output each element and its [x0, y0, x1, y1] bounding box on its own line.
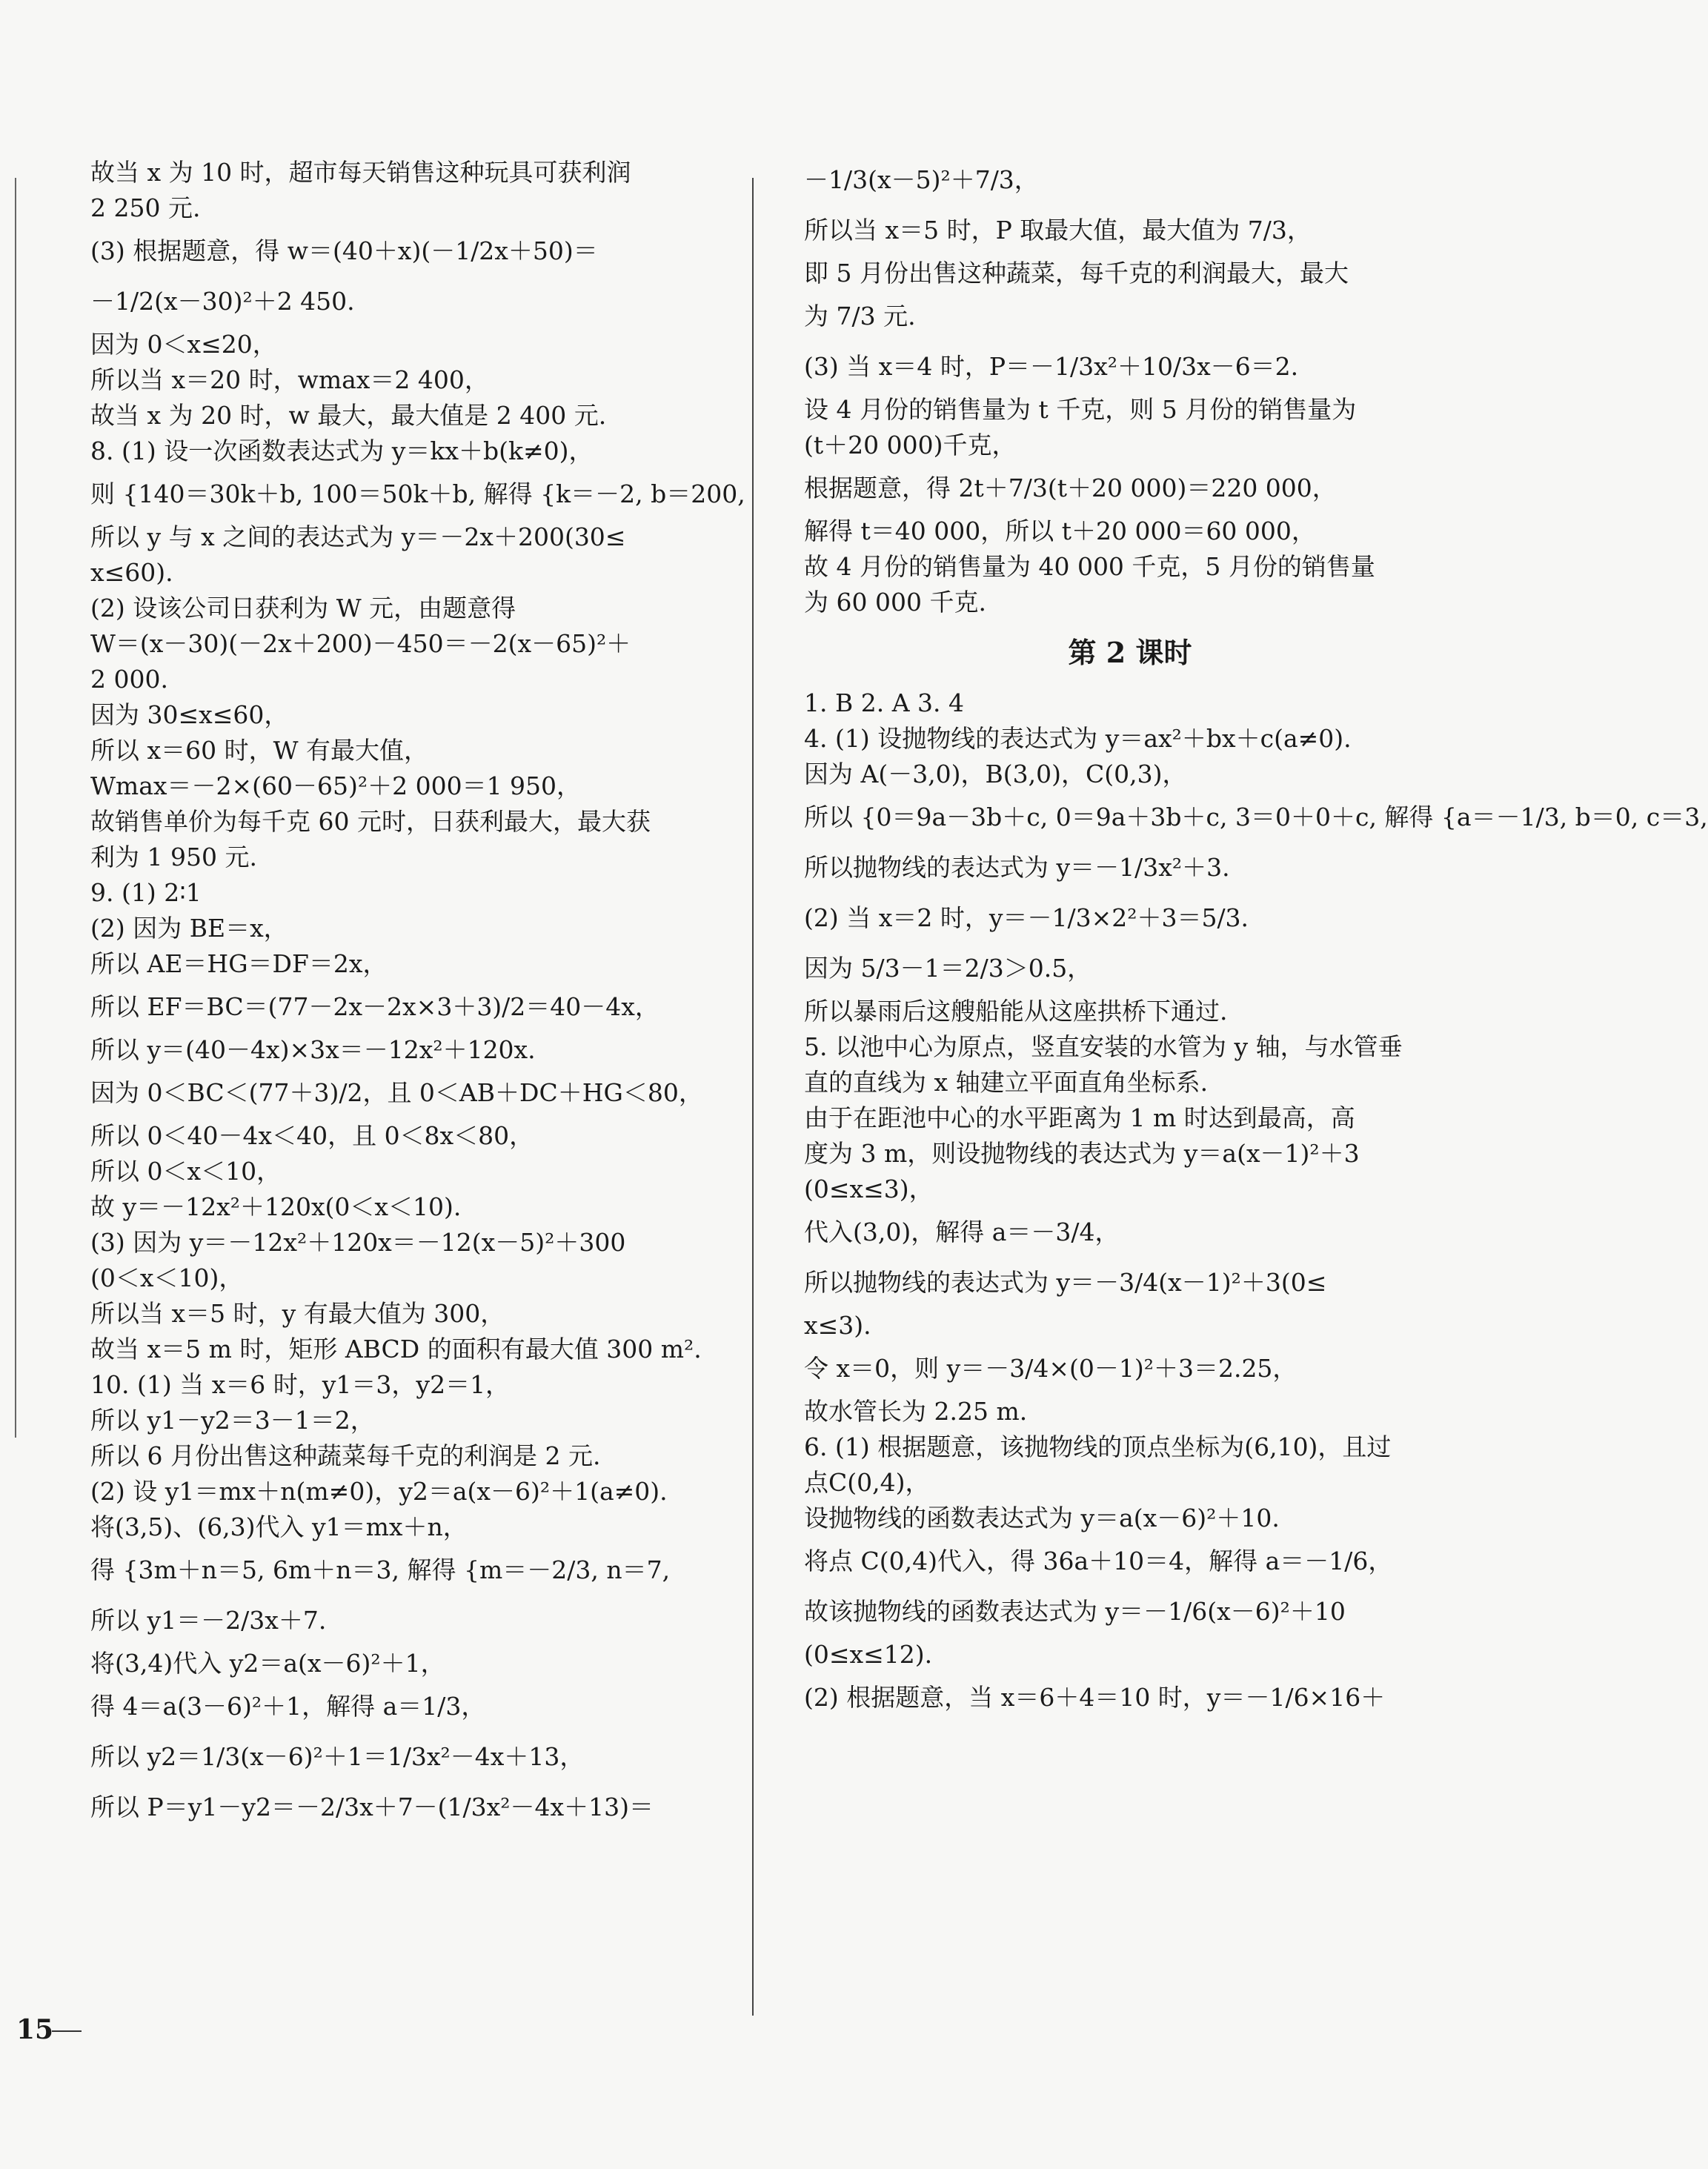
- text-line: 令 x＝0，则 y＝－3/4×(0－1)²＋3＝2.25，: [804, 1354, 1297, 1383]
- binding-edge-line: [15, 178, 16, 1438]
- equation-system: 得 {3m＋n＝5, 6m＋n＝3, 解得 {m＝－2/3, n＝7,: [90, 1555, 671, 1584]
- text-line: (3) 根据题意，得 w＝(40＋x)(－1/2x＋50)＝: [90, 236, 598, 265]
- text-line: 代入(3,0)，解得 a＝－3/4，: [804, 1218, 1120, 1246]
- question-10-line: 10. (1) 当 x＝6 时，y1＝3，y2＝1，: [90, 1370, 511, 1399]
- text-line: 所以 6 月份出售这种蔬菜每千克的利润是 2 元.: [90, 1441, 601, 1470]
- text-line: 故 4 月份的销售量为 40 000 千克，5 月份的销售量: [804, 552, 1375, 581]
- text-line: 设 4 月份的销售量为 t 千克，则 5 月份的销售量为: [804, 395, 1357, 424]
- text-line: 度为 3 m，则设抛物线的表达式为 y＝a(x－1)²＋3: [804, 1139, 1360, 1168]
- text-line: (3) 因为 y＝－12x²＋120x＝－12(x－5)²＋300: [90, 1228, 626, 1257]
- text-line: 因为 A(－3,0)，B(3,0)，C(0,3)，: [804, 760, 1187, 788]
- text-line: 根据题意，得 2t＋7/3(t＋20 000)＝220 000，: [804, 474, 1337, 502]
- text-line: x≤3).: [804, 1311, 871, 1340]
- text-line: 所以当 x＝5 时，y 有最大值为 300，: [90, 1299, 505, 1328]
- text-line: 为 60 000 千克.: [804, 588, 986, 617]
- text-line: (t＋20 000)千克，: [804, 431, 1017, 459]
- text-line: 所以 y 与 x 之间的表达式为 y＝－2x＋200(30≤: [90, 522, 626, 551]
- page-number: 15: [16, 2014, 54, 2045]
- text-line: 所以抛物线的表达式为 y＝－3/4(x－1)²＋3(0≤: [804, 1268, 1327, 1297]
- column-divider: [752, 178, 754, 2016]
- page-number-dash: [52, 2030, 82, 2032]
- text-line: 将点 C(0,4)代入，得 36a＋10＝4，解得 a＝－1/6，: [804, 1547, 1393, 1575]
- text-line: 故该抛物线的函数表达式为 y＝－1/6(x－6)²＋10: [804, 1597, 1346, 1626]
- right-column: [804, 156, 1708, 1724]
- text-line: W＝(x－30)(－2x＋200)－450＝－2(x－65)²＋: [90, 629, 631, 658]
- text-line: (0≤x≤3)，: [804, 1175, 934, 1203]
- text-line: 故当 x 为 10 时，超市每天销售这种玩具可获利润: [90, 158, 631, 187]
- text-line: 点C(0,4)，: [804, 1468, 930, 1497]
- section-heading: 第 2 课时: [1068, 636, 1192, 669]
- text-line: 直的直线为 x 轴建立平面直角坐标系.: [804, 1068, 1209, 1097]
- text-line: 所以 0＜40－4x＜40，且 0＜8x＜80，: [90, 1121, 534, 1150]
- question-9-line: 9. (1) 2∶1: [90, 878, 202, 907]
- text-line: Wmax＝－2×(60－65)²＋2 000＝1 950，: [90, 771, 582, 800]
- text-line: 所以 EF＝BC＝(77－2x－2x×3＋3)/2＝40－4x，: [90, 992, 659, 1021]
- text-line: 利为 1 950 元.: [90, 843, 257, 871]
- left-column: [90, 156, 745, 1833]
- text-line: x≤60).: [90, 558, 173, 587]
- text-line: －1/2(x－30)²＋2 450.: [90, 287, 355, 316]
- text-line: 因为 30≤x≤60，: [90, 700, 289, 729]
- text-line: (2) 根据题意，当 x＝6＋4＝10 时，y＝－1/6×16＋: [804, 1683, 1386, 1712]
- text-line: 所以当 x＝5 时，P 取最大值，最大值为 7/3，: [804, 216, 1312, 245]
- text-line: 将(3,5)、(6,3)代入 y1＝mx＋n，: [90, 1512, 468, 1541]
- text-line: (3) 当 x＝4 时，P＝－1/3x²＋10/3x－6＝2.: [804, 352, 1299, 381]
- text-line: 故水管长为 2.25 m.: [804, 1397, 1028, 1426]
- text-line: 解得 t＝40 000，所以 t＋20 000＝60 000，: [804, 516, 1316, 545]
- answers-1-3: 1. B 2. A 3. 4: [804, 688, 964, 717]
- text-line: 所以当 x＝20 时，wmax＝2 400，: [90, 365, 489, 394]
- text-line: 所以暴雨后这艘船能从这座拱桥下通过.: [804, 997, 1228, 1026]
- text-line: 因为 0＜x≤20，: [90, 330, 277, 359]
- text-line: 所以 y1＝－2/3x＋7.: [90, 1606, 327, 1635]
- text-line: 将(3,4)代入 y2＝a(x－6)²＋1，: [90, 1649, 445, 1678]
- text-line: 因为 0＜BC＜(77＋3)/2，且 0＜AB＋DC＋HG＜80，: [90, 1078, 703, 1107]
- text-line: (0＜x＜10)，: [90, 1263, 244, 1292]
- text-line: 故当 x 为 20 时，w 最大，最大值是 2 400 元.: [90, 401, 607, 430]
- question-8-line: 8. (1) 设一次函数表达式为 y＝kx＋b(k≠0)，: [90, 436, 594, 465]
- text-line: 即 5 月份出售这种蔬菜，每千克的利润最大，最大: [804, 259, 1349, 288]
- question-5-line: 5. 以池中心为原点，竖直安装的水管为 y 轴，与水管垂: [804, 1032, 1403, 1061]
- text-line: 因为 5/3－1＝2/3＞0.5，: [804, 954, 1092, 983]
- text-line: (2) 设 y1＝mx＋n(m≠0)，y2＝a(x－6)²＋1(a≠0).: [90, 1477, 668, 1506]
- text-line: 由于在距池中心的水平距离为 1 m 时达到最高，高: [804, 1103, 1355, 1132]
- equation-system: 所以 {0＝9a－3b＋c, 0＝9a＋3b＋c, 3＝0＋0＋c, 解得 {a＝－1/3, b＝0, c＝3,: [804, 803, 1708, 831]
- text-line: 所以 x＝60 时，W 有最大值，: [90, 736, 428, 765]
- text-line: 得 4＝a(3－6)²＋1，解得 a＝1/3，: [90, 1692, 486, 1721]
- text-line: 故销售单价为每千克 60 元时，日获利最大，最大获: [90, 807, 651, 836]
- text-line: 2 000.: [90, 665, 168, 694]
- text-line: 所以 0＜x＜10，: [90, 1157, 282, 1186]
- equation-system: 则 {140＝30k＋b, 100＝50k＋b, 解得 {k＝－2, b＝200,: [90, 479, 745, 508]
- text-line: (2) 设该公司日获利为 W 元，由题意得: [90, 594, 516, 622]
- text-line: 所以 y＝(40－4x)×3x＝－12x²＋120x.: [90, 1035, 536, 1064]
- text-line: 设抛物线的函数表达式为 y＝a(x－6)²＋10.: [804, 1504, 1280, 1532]
- text-line: (0≤x≤12).: [804, 1640, 933, 1669]
- text-line: (2) 因为 BE＝x，: [90, 914, 288, 943]
- text-line: 为 7/3 元.: [804, 302, 916, 331]
- text-line: (2) 当 x＝2 时，y＝－1/3×2²＋3＝5/3.: [804, 903, 1249, 932]
- text-line: －1/3(x－5)²＋7/3，: [804, 165, 1039, 194]
- text-line: 2 250 元.: [90, 193, 201, 222]
- text-line: 所以 P＝y1－y2＝－2/3x＋7－(1/3x²－4x＋13)＝: [90, 1793, 654, 1821]
- text-line: 故 y＝－12x²＋120x(0＜x＜10).: [90, 1192, 462, 1221]
- text-line: 所以抛物线的表达式为 y＝－1/3x²＋3.: [804, 853, 1230, 882]
- text-line: 所以 y2＝1/3(x－6)²＋1＝1/3x²－4x＋13，: [90, 1742, 585, 1771]
- text-line: 所以 AE＝HG＝DF＝2x，: [90, 949, 388, 978]
- text-line: 故当 x＝5 m 时，矩形 ABCD 的面积有最大值 300 m².: [90, 1335, 702, 1363]
- question-4-line: 4. (1) 设抛物线的表达式为 y＝ax²＋bx＋c(a≠0).: [804, 724, 1352, 753]
- question-6-line: 6. (1) 根据题意，该抛物线的顶点坐标为(6,10)，且过: [804, 1432, 1392, 1461]
- text-line: 所以 y1－y2＝3－1＝2，: [90, 1406, 375, 1435]
